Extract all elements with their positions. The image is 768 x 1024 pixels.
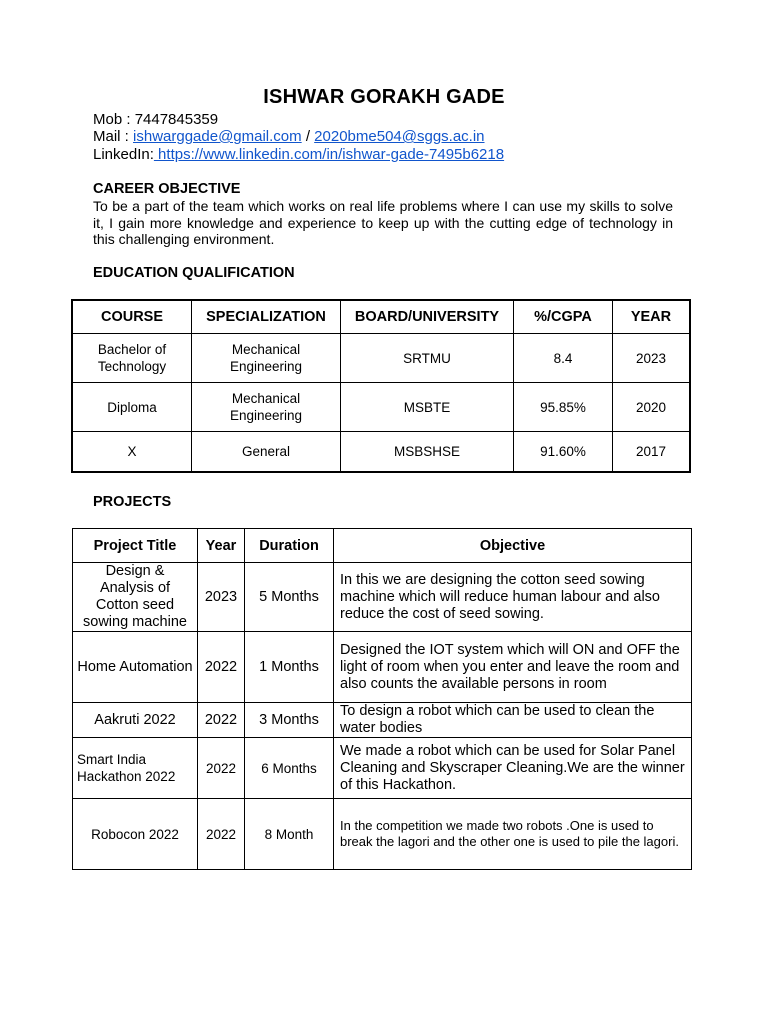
education-header-row (72, 300, 690, 334)
year-cell: 2017 (613, 432, 691, 473)
table-row (73, 738, 692, 799)
career-objective-text: To be a part of the team which works on real life problems where I can use my skills to solve it, I gain more knowledge and experience to keep up with the cutting edge of technology in this challenging environment. (93, 198, 673, 247)
project-duration-cell: 5 Months (245, 563, 334, 632)
project-year-cell: 2022 (198, 703, 245, 738)
project-objective-cell: In this we are designing the cotton seed sowing machine which will reduce human labour and also reduce the cost of seed sowing. (334, 563, 692, 632)
candidate-name: ISHWAR GORAKH GADE (263, 86, 505, 108)
score-cell: 91.60% (514, 432, 613, 473)
project-duration-cell: 6 Months (245, 738, 334, 799)
project-title-cell: Design & Analysis of Cotton seed sowing machine (73, 563, 198, 632)
table-row (73, 703, 692, 738)
projects-table (72, 528, 692, 870)
projects-header-row (73, 529, 692, 563)
project-objective-cell: We made a robot which can be used for Solar Panel Cleaning and Skyscraper Cleaning.We are the winner of this Hackathon. (334, 738, 692, 799)
board-cell: SRTMU (341, 334, 514, 383)
mobile-line (93, 111, 218, 128)
project-objective-cell: In the competition we made two robots .One is used to break the lagori and the other one is used to pile the lagori. (334, 799, 692, 870)
education-table (71, 299, 691, 473)
table-row (72, 383, 690, 432)
linkedin-label: LinkedIn: (93, 146, 154, 163)
course-cell: X (72, 432, 192, 473)
year-cell: 2023 (613, 334, 691, 383)
column-header: COURSE (72, 300, 192, 334)
specialization-cell: General (192, 432, 341, 473)
column-header: YEAR (613, 300, 691, 334)
project-objective-cell: To design a robot which can be used to clean the water bodies (334, 703, 692, 738)
specialization-cell: Mechanical Engineering (192, 334, 341, 383)
board-cell: MSBSHSE (341, 432, 514, 473)
project-year-cell: 2022 (198, 738, 245, 799)
board-cell: MSBTE (341, 383, 514, 432)
column-header: Year (198, 529, 245, 563)
score-cell: 8.4 (514, 334, 613, 383)
table-row (73, 799, 692, 870)
mail-line (93, 128, 485, 145)
mobile-label: Mob : (93, 111, 135, 128)
project-duration-cell: 8 Month (245, 799, 334, 870)
mobile-number: 7447845359 (134, 111, 219, 128)
project-title-cell: Home Automation (73, 632, 198, 703)
column-header: %/CGPA (514, 300, 613, 334)
project-objective-cell: Designed the IOT system which will ON and OFF the light of room when you enter and leave the room and also counts the available persons in room (334, 632, 692, 703)
mail-label: Mail : (93, 128, 134, 145)
linkedin-line (93, 146, 504, 163)
table-row (73, 563, 692, 632)
table-row (73, 632, 692, 703)
project-title-cell: Aakruti 2022 (73, 703, 198, 738)
year-cell: 2020 (613, 383, 691, 432)
project-title-cell: Robocon 2022 (73, 799, 198, 870)
career-objective-heading: CAREER OBJECTIVE (93, 181, 241, 197)
course-cell: Diploma (72, 383, 192, 432)
course-cell: Bachelor of Technology (72, 334, 192, 383)
table-row (72, 432, 690, 473)
project-duration-cell: 1 Months (245, 632, 334, 703)
column-header: Project Title (73, 529, 198, 563)
table-row (72, 334, 690, 383)
project-year-cell: 2022 (198, 632, 245, 703)
linkedin-link[interactable]: https://www.linkedin.com/in/ishwar-gade-7495b6218 (153, 146, 505, 163)
projects-heading: PROJECTS (93, 494, 172, 510)
score-cell: 95.85% (514, 383, 613, 432)
project-year-cell: 2022 (198, 799, 245, 870)
project-duration-cell: 3 Months (245, 703, 334, 738)
mail-separator: / (301, 128, 315, 145)
column-header: SPECIALIZATION (192, 300, 341, 334)
secondary-email-link[interactable]: 2020bme504@sggs.ac.in (314, 128, 485, 145)
project-year-cell: 2023 (198, 563, 245, 632)
primary-email-link[interactable]: ishwarggade@gmail.com (133, 128, 302, 145)
specialization-cell: Mechanical Engineering (192, 383, 341, 432)
column-header: BOARD/UNIVERSITY (341, 300, 514, 334)
column-header: Duration (245, 529, 334, 563)
column-header: Objective (334, 529, 692, 563)
education-heading: EDUCATION QUALIFICATION (93, 265, 295, 281)
project-title-cell: Smart India Hackathon 2022 (73, 738, 198, 799)
